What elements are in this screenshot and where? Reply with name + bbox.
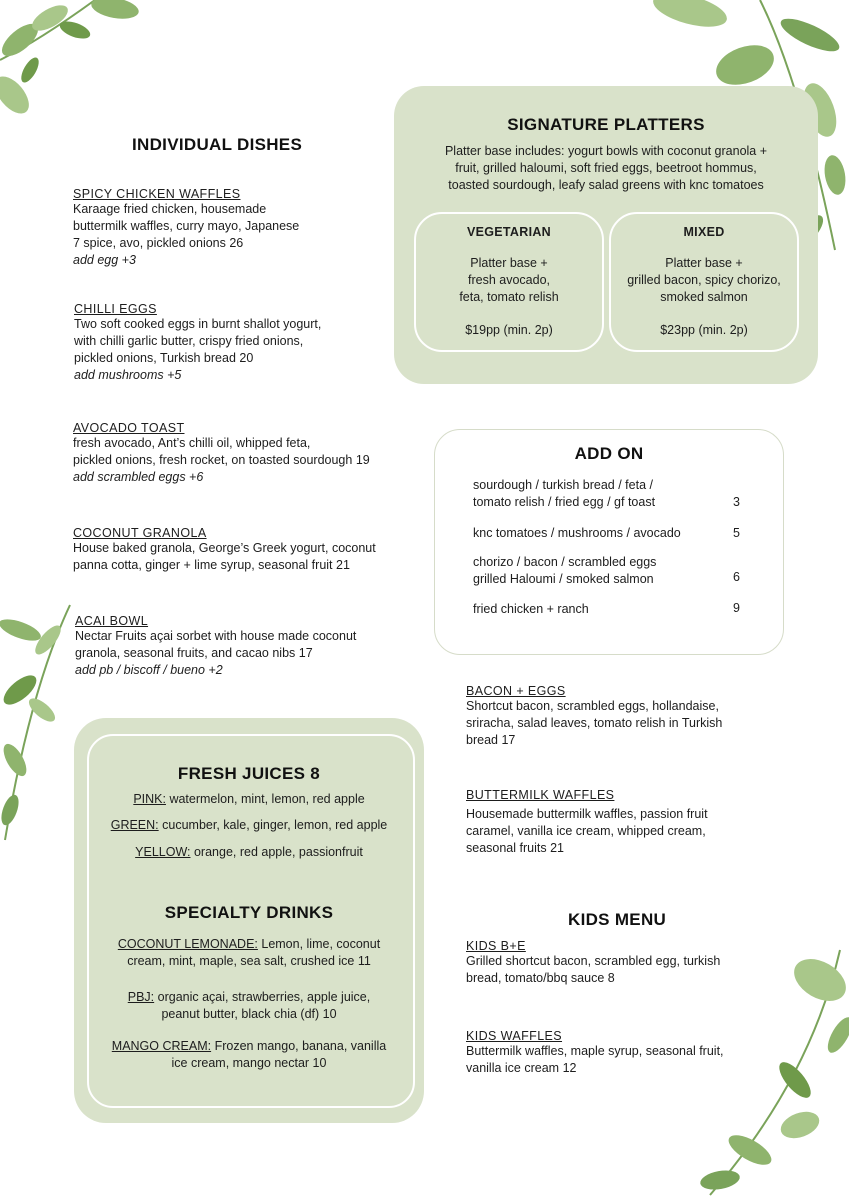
juice-pink	[74, 791, 424, 808]
add-on-row-price: 9	[733, 601, 740, 615]
item-description: Karaage fried chicken, housemade buttermilk waffles, curry mayo, Japanese 7 spice, avo, pickled onions 26	[73, 202, 300, 250]
add-on-panel	[434, 429, 784, 655]
juice-description: orange, red apple, passionfruit	[190, 845, 363, 859]
juice-description: cucumber, kale, ginger, lemon, red apple	[158, 818, 388, 832]
menu-item-acai-bowl	[75, 614, 425, 679]
individual-dishes-heading: INDIVIDUAL DISHES	[132, 135, 303, 154]
item-description: Housemade buttermilk waffles, passion fruit caramel, vanilla ice cream, whipped cream, seasonal fruits 21	[466, 807, 708, 855]
drink-label: MANGO CREAM:	[111, 1039, 212, 1053]
add-on-row-items: sourdough / turkish bread / feta / tomato relish / fried egg / gf toast	[473, 478, 656, 509]
platter-description: Platter base + fresh avocado, feta, tomato relish	[459, 256, 559, 304]
menu-item-bacon-eggs	[466, 684, 796, 749]
add-on-row-items: knc tomatoes / mushrooms / avocado	[473, 526, 681, 540]
item-title: BACON + EGGS	[466, 684, 566, 698]
menu-item-chilli-eggs	[74, 302, 414, 384]
menu-item-coconut-granola	[73, 526, 423, 574]
item-description: Nectar Fruits açai sorbet with house made coconut granola, seasonal fruits, and cacao nibs 17	[75, 629, 357, 660]
drink-description: organic açai, strawberries, apple juice, peanut butter, black chia (df) 10	[157, 990, 371, 1021]
item-title: BUTTERMILK WAFFLES	[466, 788, 615, 802]
item-description: Buttermilk waffles, maple syrup, seasonal fruit, vanilla ice cream 12	[466, 1044, 724, 1075]
leaf-branch-icon	[0, 600, 80, 850]
juice-label: GREEN:	[110, 818, 159, 832]
platter-card-mixed	[609, 212, 799, 352]
item-description: House baked granola, George’s Greek yogurt, coconut panna cotta, ginger + lime syrup, seasonal fruit 21	[73, 541, 376, 572]
item-title: AVOCADO TOAST	[73, 421, 185, 435]
signature-platters-heading: SIGNATURE PLATTERS	[507, 115, 705, 134]
item-addon: add pb / biscoff / bueno +2	[75, 663, 223, 677]
add-on-row-price: 3	[733, 495, 740, 509]
platter-card-vegetarian	[414, 212, 604, 352]
add-on-heading: ADD ON	[574, 444, 644, 463]
item-addon: add mushrooms +5	[74, 368, 182, 382]
menu-item-kids-be	[466, 939, 796, 987]
drink-coconut-lemonade	[74, 936, 424, 970]
platter-price: $19pp (min. 2p)	[465, 323, 553, 337]
juice-yellow	[74, 844, 424, 861]
item-title: ACAI BOWL	[75, 614, 149, 628]
item-title: SPICY CHICKEN WAFFLES	[73, 187, 241, 201]
drink-mango-cream	[74, 1038, 424, 1072]
drink-pbj	[74, 989, 424, 1023]
fresh-juices-heading: FRESH JUICES 8	[177, 764, 321, 783]
juice-description: watermelon, mint, lemon, red apple	[165, 792, 365, 806]
juice-label: YELLOW:	[135, 845, 191, 859]
add-on-row-price: 6	[733, 570, 740, 584]
drink-description: Lemon, lime, coconut cream, mint, maple, sea salt, crushed ice 11	[127, 937, 381, 968]
drinks-panel	[74, 718, 424, 1123]
item-description: Shortcut bacon, scrambled eggs, hollandaise, sriracha, salad leaves, tomato relish in Turkish bread 17	[466, 699, 723, 747]
drink-label: PBJ:	[127, 990, 155, 1004]
add-on-row-price: 5	[733, 526, 740, 540]
platters-intro: Platter base includes: yogurt bowls with coconut granola + fruit, grilled haloumi, soft fried eggs, beetroot hommus, toasted sourdough, leafy salad greens with knc tomatoes	[444, 144, 768, 192]
drink-label: COCONUT LEMONADE:	[117, 937, 258, 951]
specialty-drinks-heading: SPECIALTY DRINKS	[164, 903, 334, 922]
item-description: Grilled shortcut bacon, scrambled egg, turkish bread, tomato/bbq sauce 8	[466, 954, 721, 985]
menu-item-kids-waffles	[466, 1029, 796, 1077]
leaf-branch-icon	[0, 0, 150, 130]
platter-description: Platter base + grilled bacon, spicy chorizo, smoked salmon	[627, 256, 781, 304]
item-description: fresh avocado, Ant’s chilli oil, whipped feta, pickled onions, fresh rocket, on toasted sourdough 19	[73, 436, 370, 467]
menu-item-spicy-chicken-waffles	[73, 187, 413, 269]
item-title: KIDS B+E	[466, 939, 526, 953]
drink-description: Frozen mango, banana, vanilla ice cream, mango nectar 10	[171, 1039, 387, 1070]
add-on-row-items: chorizo / bacon / scrambled eggs grilled Haloumi / smoked salmon	[473, 555, 657, 586]
signature-platters-panel	[394, 86, 818, 384]
juice-green	[74, 817, 424, 834]
item-title: COCONUT GRANOLA	[73, 526, 207, 540]
item-addon: add scrambled eggs +6	[73, 470, 204, 484]
kids-menu-heading: KIDS MENU	[568, 910, 667, 929]
platter-price: $23pp (min. 2p)	[660, 323, 748, 337]
menu-item-buttermilk-waffles	[466, 788, 796, 857]
menu-item-avocado-toast	[73, 421, 423, 486]
platter-name: MIXED	[683, 225, 725, 239]
item-title: CHILLI EGGS	[74, 302, 157, 316]
item-addon: add egg +3	[73, 253, 136, 267]
add-on-row-items: fried chicken + ranch	[473, 602, 589, 616]
item-title: KIDS WAFFLES	[466, 1029, 563, 1043]
juice-label: PINK:	[133, 792, 166, 806]
item-description: Two soft cooked eggs in burnt shallot yogurt, with chilli garlic butter, crispy fried onions, pickled onions, Turkish bread 20	[74, 317, 322, 365]
platter-name: VEGETARIAN	[466, 225, 552, 239]
